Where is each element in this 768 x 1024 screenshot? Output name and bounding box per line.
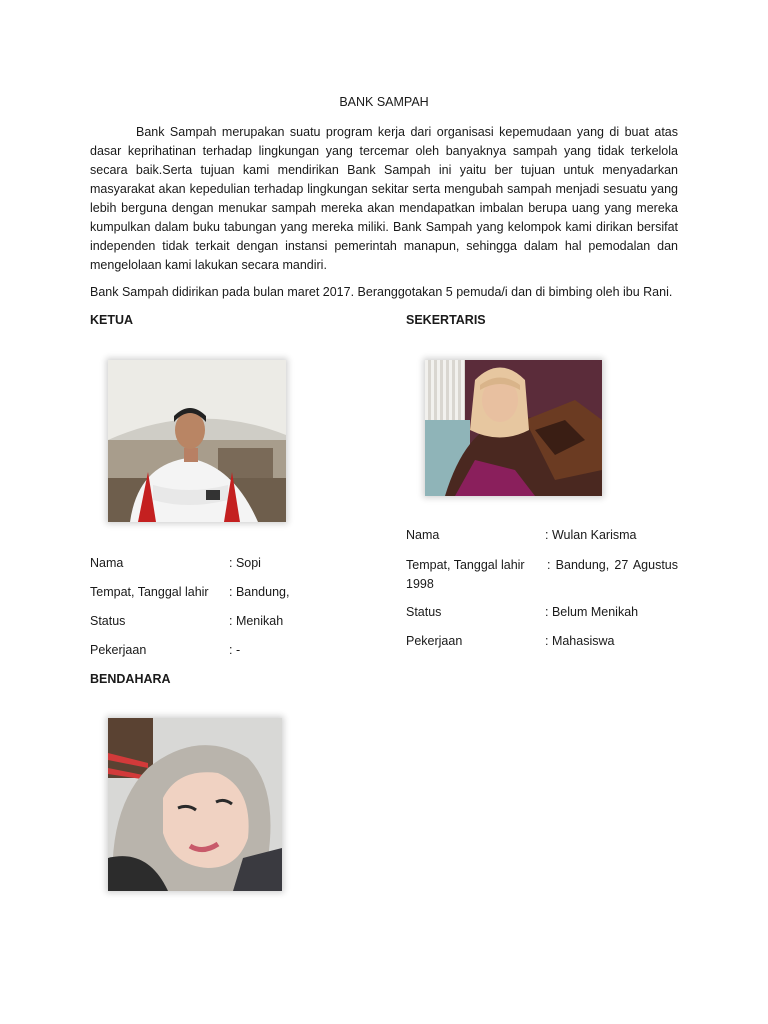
ketua-field-label: Status bbox=[90, 614, 126, 628]
ketua-heading: KETUA bbox=[90, 313, 134, 327]
ketua-field-value: : Bandung, bbox=[229, 585, 290, 599]
ketua-field-label: Nama bbox=[90, 556, 124, 570]
sekertaris-field-label: Status bbox=[406, 605, 442, 619]
sekertaris-heading: SEKERTARIS bbox=[406, 313, 486, 327]
sekertaris-field-label: Nama bbox=[406, 528, 440, 542]
ketua-photo bbox=[108, 360, 286, 522]
sekertaris-field-label: 1998 bbox=[406, 577, 434, 591]
bendahara-heading: BENDAHARA bbox=[90, 672, 171, 686]
bendahara-photo bbox=[108, 718, 282, 891]
sekertaris-field-value: : Bandung, 27 Agustus bbox=[547, 558, 678, 572]
intro-paragraph: Bank Sampah merupakan suatu program kerja dari organisasi kepemudaan yang di buat atas dasar keprihatinan terhadap lingkungan yang tercemar oleh banyaknya sampah yang tidak terkelola secara baik.Serta tujuan kami mendirikan Bank Sampah ini yaitu ber tujuan untuk menyadarkan masyarakat akan kepedulian terhadap lingkungan sekitar serta mengubah sampah menjadi sesuatu yang lebih berguna dengan menukar sampah mereka akan mendapatkan imbalan berupa uang yang mereka kumpulkan dalam buku tabungan yang mereka miliki. Bank Sampah yang kelompok kami dirikan bersifat independen tidak terkait dengan instansi pemerintah manapun, sehingga dalam hal pemodalan dan mengelolaan kami lakukan secara mandiri. bbox=[90, 125, 678, 272]
founding-paragraph: Bank Sampah didirikan pada bulan maret 2017. Beranggotakan 5 pemuda/i dan di bimbing oleh ibu Rani. bbox=[90, 285, 673, 299]
ketua-field-value: : Sopi bbox=[229, 556, 261, 570]
document-title: BANK SAMPAH bbox=[339, 95, 429, 109]
sekertaris-field-label: Tempat, Tanggal lahir bbox=[406, 558, 525, 572]
sekertaris-field-value: : Mahasiswa bbox=[545, 634, 615, 648]
ketua-field-value: : - bbox=[229, 643, 241, 657]
ketua-field-label: Tempat, Tanggal lahir bbox=[90, 585, 209, 599]
sekertaris-photo bbox=[425, 360, 602, 496]
ketua-field-label: Pekerjaan bbox=[90, 643, 147, 657]
sekertaris-field-label: Pekerjaan bbox=[406, 634, 463, 648]
sekertaris-field-value: : Wulan Karisma bbox=[545, 528, 637, 542]
ketua-field-value: : Menikah bbox=[229, 614, 284, 628]
sekertaris-field-value: : Belum Menikah bbox=[545, 605, 639, 619]
